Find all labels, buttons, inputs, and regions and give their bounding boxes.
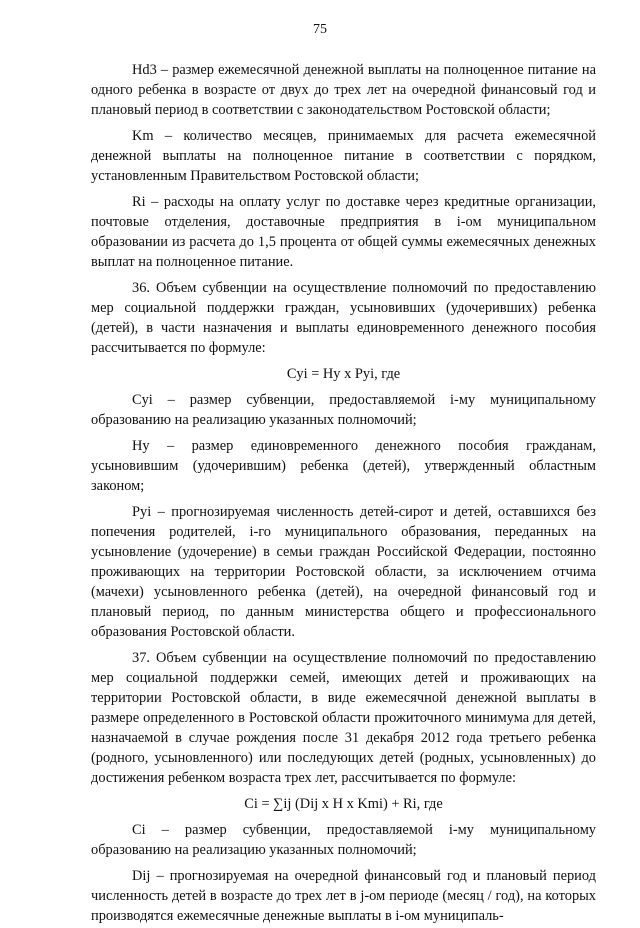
paragraph-km: Km – количество месяцев, принимаемых для расчета ежемесячной денежной выплаты на полноценное питание в соответствии с порядком, установленным Правительством Ростовской области;: [91, 128, 596, 184]
page-number: 75: [313, 22, 327, 37]
paragraph-ri: Ri – расходы на оплату услуг по доставке через кредитные организации, почтовые отделения, доставочные предприятия в i-ом муниципальном образовании из расчета до 1,5 процента от общей суммы ежемесячных денежных выплат на полноценное питание.: [91, 194, 596, 270]
paragraph-hd3: Hd3 – размер ежемесячной денежной выплаты на полноценное питание на одного ребенка в возрасте от двух до трех лет на очередной финансовый год и плановый период в соответствии с законодательством Ростовской области;: [91, 62, 596, 118]
paragraph-dij: Dij – прогнозируемая на очередной финансовый год и плановый период численность детей в возрасте до трех лет в j-ом периоде (месяц / год), на которых производятся ежемесячные денежные выплаты в i-ом муниципаль-: [91, 868, 596, 924]
paragraph-36: 36. Объем субвенции на осуществление полномочий по предоставлению мер социальной поддержки граждан, усыновивших (удочеривших) ребенка (детей), в части назначения и выплаты единовременного денежного пособия рассчитывается по формуле:: [91, 280, 596, 356]
paragraph-cyi: Cyi – размер субвенции, предоставляемой i-му муниципальному образованию на реализацию указанных полномочий;: [91, 392, 596, 428]
paragraph-pyi: Pyi – прогнозируемая численность детей-сирот и детей, оставшихся без попечения родителей, i-го муниципального образования, переданных на усыновление (удочерение) в семьи граждан Российской Федерации, постоянно проживающих на территории Ростовской области, за исключением отчима (мачехи) усыновленного ребенка (детей), на очередной финансовый год и плановый период, по данным министерства общего и профессионального образования Ростовской области.: [91, 504, 596, 640]
paragraph-ci: Ci – размер субвенции, предоставляемой i-му муниципальному образованию на реализацию указанных полномочий;: [91, 822, 596, 858]
paragraph-hy: Hy – размер единовременного денежного пособия гражданам, усыновившим (удочерившим) ребенка (детей), утвержденный областным законом;: [91, 438, 596, 494]
document-body: [91, 60, 596, 928]
formula-37: Ci = ∑ij (Dij x H x Kmi) + Ri, где: [244, 796, 443, 812]
formula-36: Cyi = Hy x Pyi, где: [286, 366, 401, 382]
paragraph-37: 37. Объем субвенции на осуществление полномочий по предоставлению мер социальной поддержки семей, имеющих детей и проживающих на территории Ростовской области, в виде ежемесячной денежной выплаты в размере определенного в Ростовской области прожиточного минимума для детей, назначаемой в случае рождения после 31 декабря 2012 года третьего ребенка (родного, усыновленного) или последующих детей (родных, усыновленных) до достижения ребенком возраста трех лет, рассчитывается по формуле:: [91, 650, 596, 786]
